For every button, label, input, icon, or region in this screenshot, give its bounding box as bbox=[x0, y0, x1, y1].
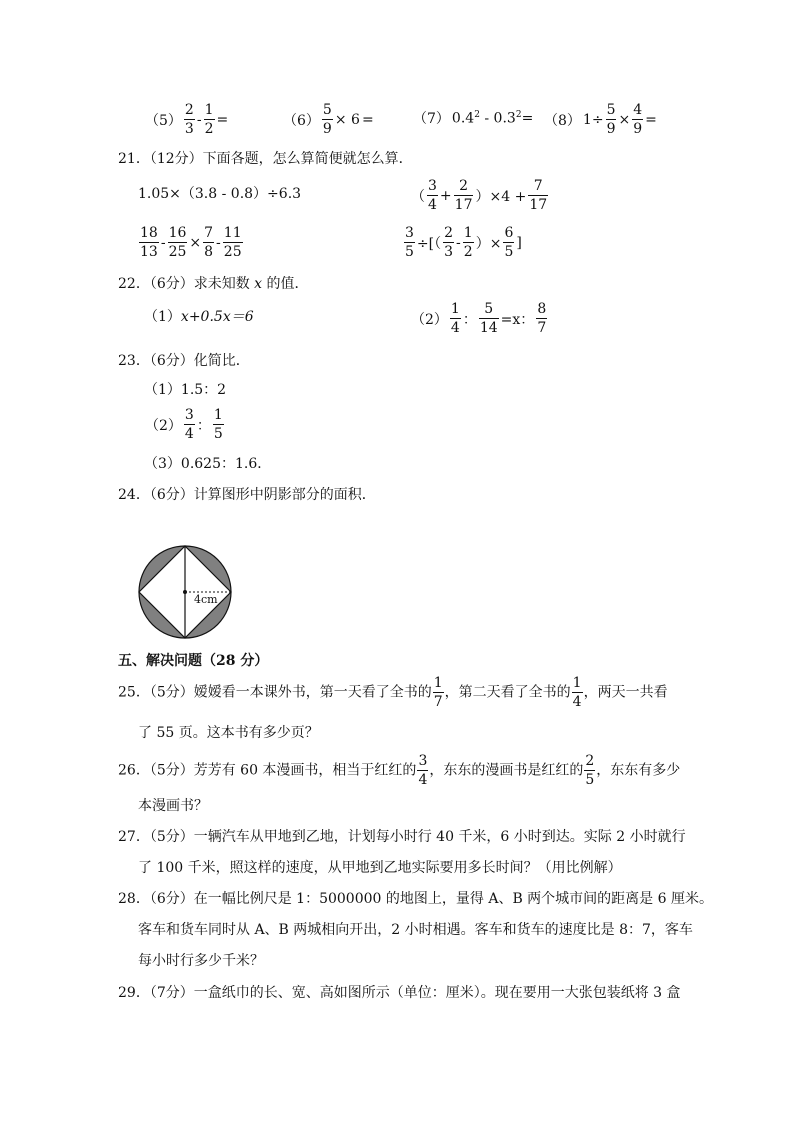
q24-title: 24．（6分）计算图形中阴影部分的面积． bbox=[118, 487, 376, 503]
equals: = bbox=[361, 111, 374, 128]
q26-line2: 本漫画书？ bbox=[138, 798, 208, 814]
problem-20-5 bbox=[144, 103, 229, 136]
q25-line1: 25．（5分）嫒嫒看一本课外书，第一天看了全书的 $\frac{1}{7}$ ，第二天看了全书的 $\frac{1}{4}$ ，两天一共看 bbox=[118, 675, 668, 710]
q21-title: 21．（12分）下面各题，怎么算简便就怎么算． bbox=[118, 151, 413, 167]
q21-expr-4: $\frac{3}{5}$ ÷[（ $\frac{2}{3}$ - $\frac{1}{2}$ ）× $\frac{6}{5}$ ] bbox=[405, 225, 522, 260]
label: （7） bbox=[413, 111, 450, 127]
q27-line2: 了 100 千米，照这样的速度，从甲地到乙地实际要用多长时间？（用比例解） bbox=[138, 860, 622, 876]
label: （6） bbox=[283, 112, 320, 129]
fraction: $\frac{2}{3}$ bbox=[184, 102, 194, 137]
q25-line2: 了 55 页。这本书有多少页？ bbox=[138, 725, 319, 741]
q28-line1: 28．（6分）在一幅比例尺是 1：5000000 的地图上，量得 A、B 两个城市间的距离是 6 厘米。 bbox=[118, 891, 713, 907]
q23-expr-1: （1）1.5：2 bbox=[144, 382, 227, 398]
label: （8） bbox=[544, 112, 581, 129]
q22-expr-1: （1）x+0.5x＝6 bbox=[144, 309, 254, 325]
prefix: 1÷ bbox=[582, 111, 604, 128]
center-dot bbox=[183, 590, 187, 594]
operator: × 6 bbox=[334, 111, 360, 128]
minus: - bbox=[196, 111, 202, 128]
radius-label: 4cm bbox=[194, 593, 218, 606]
q23-title: 23．（6分）化简比． bbox=[118, 353, 250, 369]
label: （5） bbox=[145, 112, 182, 129]
section-5-heading: 五、解决问题（28 分） bbox=[118, 653, 269, 669]
q26-line1: 26．（5分）芳芳有 60 本漫画书，相当于红红的 $\frac{3}{4}$ ，东东的漫画书是红红的 $\frac{2}{5}$ ，东东有多少 bbox=[118, 753, 681, 788]
q29-line1: 29．（7分）一盒纸巾的长、宽、高如图所示（单位：厘米）。现在要用一大张包装纸将 3 盒 bbox=[118, 985, 681, 1001]
equals: = bbox=[645, 111, 657, 128]
problem-20-6 bbox=[282, 103, 375, 136]
q27-line1: 27．（5分）一辆汽车从甲地到乙地，计划每小时行 40 千米，6 小时到达。实际 2 小时就行 bbox=[118, 829, 686, 845]
q22-title: 22．（6分）求未知数 x 的值． bbox=[118, 276, 309, 292]
q22-expr-2: （2） $\frac{1}{4}$ ： $\frac{5}{14}$ =x： $\frac{8}{7}$ bbox=[411, 301, 547, 336]
fraction: $\frac{1}{2}$ bbox=[204, 102, 214, 137]
times: × bbox=[618, 111, 631, 128]
q21-expr-1: 1.05×（3.8 - 0.8）÷6.3 bbox=[138, 186, 302, 202]
problem-20-8 bbox=[543, 103, 658, 136]
fraction: $\frac{5}{9}$ bbox=[322, 102, 332, 137]
q28-line3: 每小时行多少千米？ bbox=[138, 953, 264, 969]
fraction: $\frac{5}{9}$ bbox=[606, 102, 616, 137]
q28-line2: 客车和货车同时从 A、B 两城相向开出，2 小时相遇。客车和货车的速度比是 8：7，客车 bbox=[138, 922, 693, 938]
problem-20-7 bbox=[412, 108, 534, 128]
expr: $0.4^2 - 0.3^2=$ bbox=[451, 109, 534, 127]
fraction: $\frac{4}{9}$ bbox=[633, 102, 643, 137]
q21-expr-3: $\frac{18}{13}$ - $\frac{16}{25}$ × $\frac{7}{8}$ - $\frac{11}{25}$ bbox=[140, 225, 242, 260]
q21-expr-2: （ $\frac{3}{4}$ + $\frac{2}{17}$ ）×4 + $\frac{7}{17}$ bbox=[411, 178, 548, 213]
q23-expr-2: （2） $\frac{3}{4}$ ： $\frac{1}{5}$ bbox=[145, 407, 223, 442]
q23-expr-3: （3）0.625：1.6． bbox=[144, 456, 272, 472]
equals: = bbox=[216, 111, 229, 128]
shaded-circle-figure bbox=[135, 542, 235, 642]
